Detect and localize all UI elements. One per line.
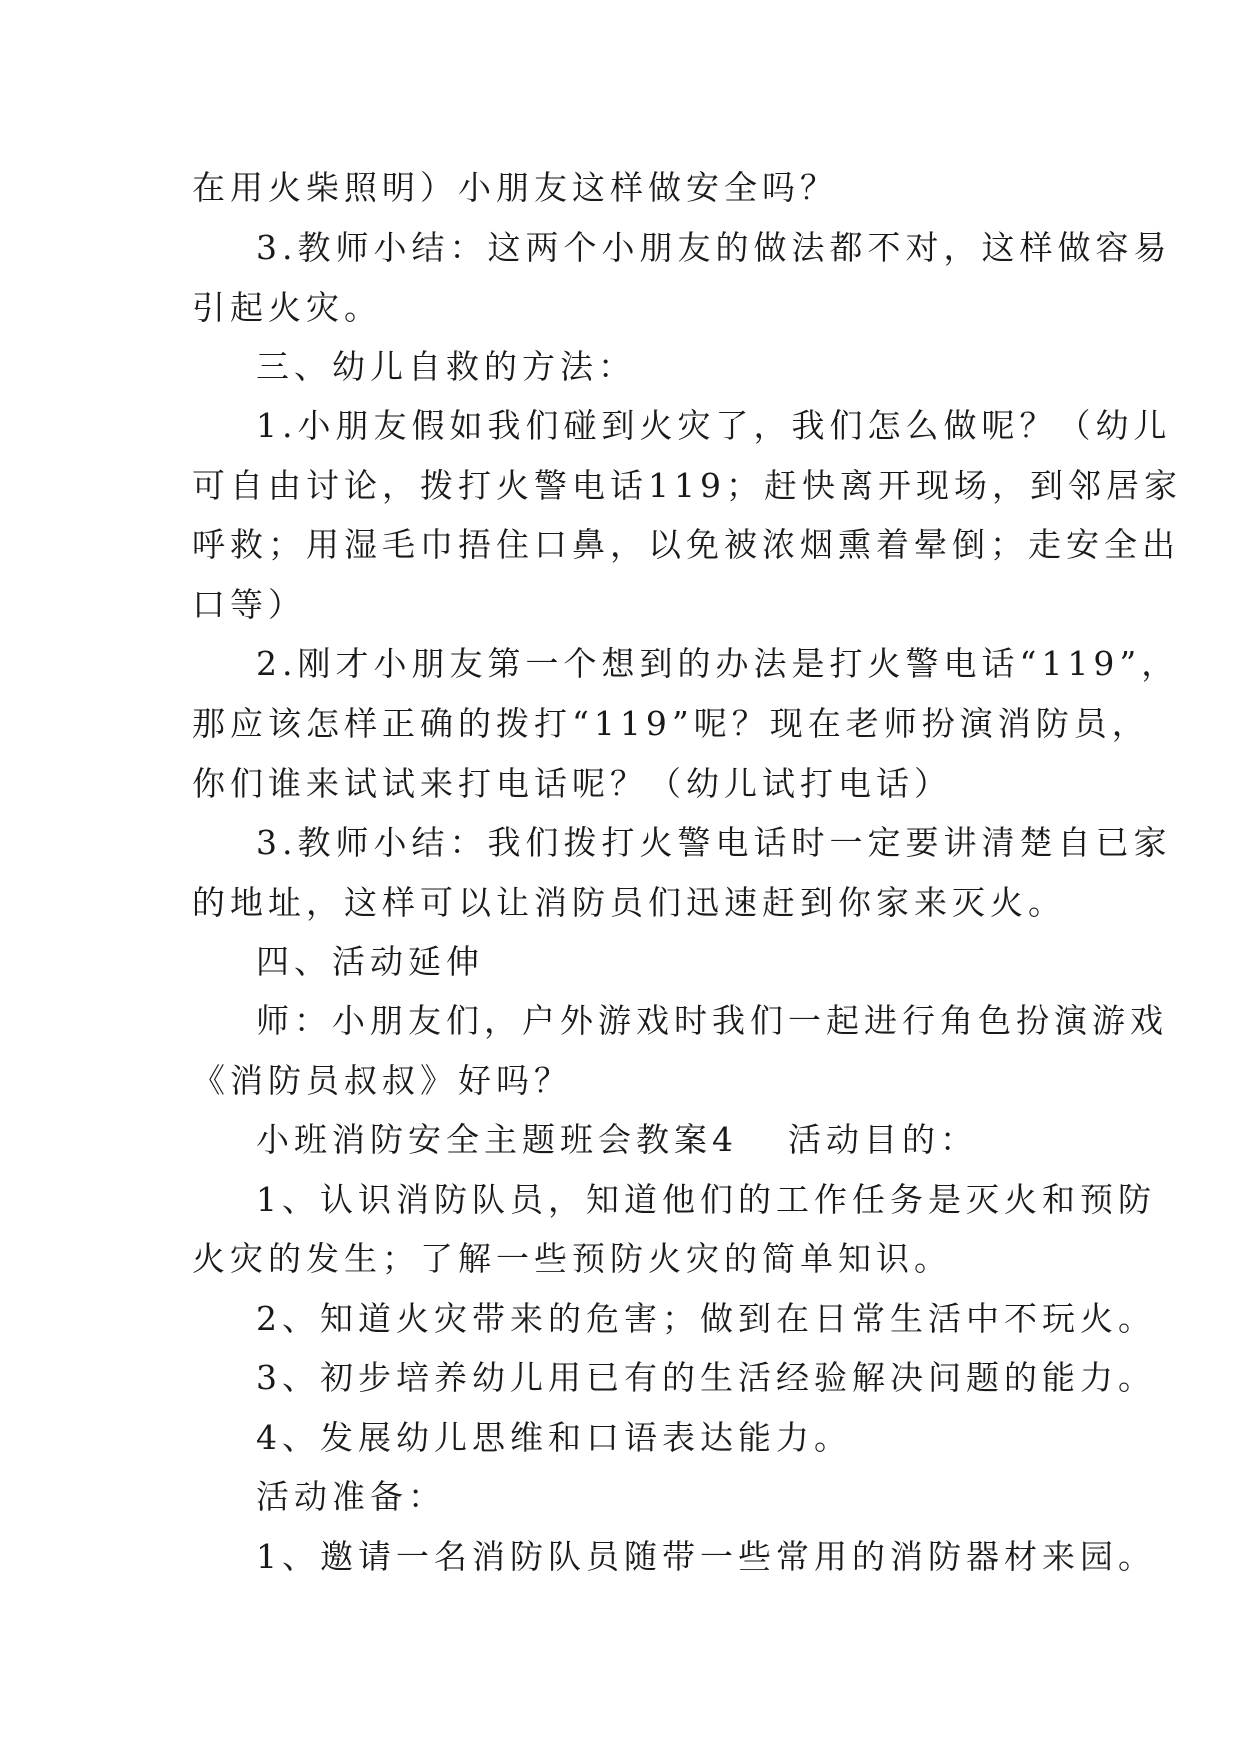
text-line: 2.刚才小朋友第一个想到的办法是打火警电话“119”， [256, 644, 1180, 683]
text-line: 3、初步培养幼儿用已有的生活经验解决问题的能力。 [256, 1358, 1156, 1397]
text-line: 3.教师小结：我们拨打火警电话时一定要讲清楚自已家 [256, 823, 1172, 862]
text-line: 那应该怎样正确的拨打“119”呢？现在老师扮演消防员， [192, 704, 1150, 743]
text-line: 2、知道火灾带来的危害；做到在日常生活中不玩火。 [256, 1299, 1156, 1338]
section-heading: 活动目的： [788, 1120, 978, 1159]
text-line: 口等） [192, 585, 306, 624]
text-line: 《消防员叔叔》好吗？ [192, 1061, 572, 1100]
text-line: 在用火柴照明）小朋友这样做安全吗？ [192, 168, 838, 207]
text-line: 4、发展幼儿思维和口语表达能力。 [256, 1418, 852, 1457]
lesson-title-line [256, 1120, 978, 1160]
text-line: 1.小朋友假如我们碰到火灾了，我们怎么做呢？（幼儿 [256, 406, 1172, 445]
text-line: 师：小朋友们，户外游戏时我们一起进行角色扮演游戏 [256, 1001, 1168, 1040]
text-line: 的地址，这样可以让消防员们迅速赶到你家来灭火。 [192, 883, 1066, 922]
section-heading: 四、活动延伸 [256, 942, 484, 981]
text-line: 可自由讨论，拨打火警电话119；赶快离开现场，到邻居家 [192, 466, 1182, 505]
lesson-title: 小班消防安全主题班会教案4 [256, 1120, 738, 1159]
text-line: 1、认识消防队员，知道他们的工作任务是灭火和预防 [256, 1180, 1156, 1219]
text-line: 1、邀请一名消防队员随带一些常用的消防器材来园。 [256, 1537, 1156, 1576]
text-line: 你们谁来试试来打电话呢？（幼儿试打电话） [192, 764, 952, 803]
section-heading: 活动准备： [256, 1477, 446, 1516]
text-line: 3.教师小结：这两个小朋友的做法都不对，这样做容易 [256, 228, 1172, 267]
text-line: 火灾的发生；了解一些预防火灾的简单知识。 [192, 1239, 952, 1278]
section-heading: 三、幼儿自救的方法： [256, 347, 636, 386]
text-line: 呼救；用湿毛巾捂住口鼻，以免被浓烟熏着晕倒；走安全出 [192, 525, 1180, 564]
text-line: 引起火灾。 [192, 288, 382, 327]
